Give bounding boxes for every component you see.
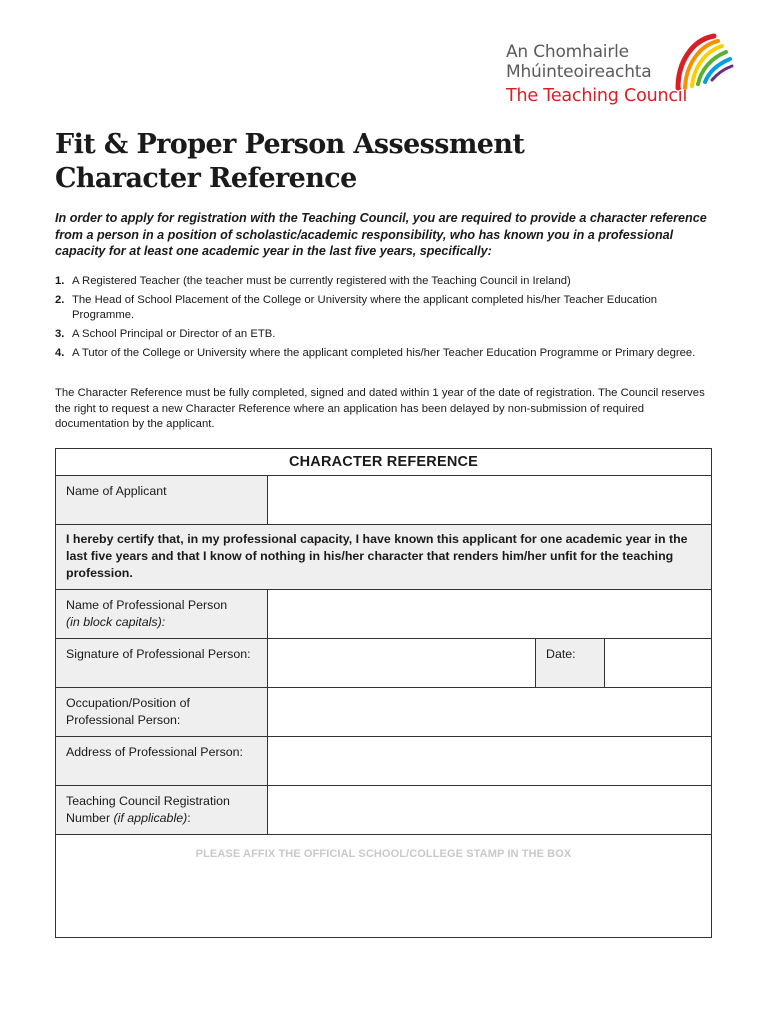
- requirement-number: 1.: [55, 275, 65, 287]
- requirement-item: [55, 274, 715, 289]
- stamp-instruction: PLEASE AFFIX THE OFFICIAL SCHOOL/COLLEGE STAMP IN THE BOX: [195, 848, 572, 860]
- signature-field[interactable]: [268, 639, 536, 687]
- professional-name-row: [56, 590, 711, 639]
- date-label: Date:: [536, 639, 605, 687]
- title-line-1: Fit & Proper Person Assessment: [55, 129, 525, 160]
- requirement-text: The Head of School Placement of the College or University where the applicant completed his/her Teacher Education Programme.: [72, 294, 658, 321]
- form-heading: CHARACTER REFERENCE: [288, 454, 479, 470]
- requirement-number: 3.: [55, 328, 65, 340]
- page-title: [55, 128, 524, 196]
- requirement-item: [55, 327, 715, 342]
- applicant-name-field[interactable]: [268, 476, 711, 524]
- certification-statement: I hereby certify that, in my professional capacity, I have known this applicant for one academic year in the last five years and that I know of nothing in his/her character that renders him/her unfit for the teaching profession.: [56, 525, 711, 589]
- block-capitals-hint: (in block capitals):: [66, 614, 166, 629]
- teaching-council-logo: [506, 40, 746, 112]
- date-field[interactable]: [605, 639, 711, 687]
- address-field[interactable]: [268, 737, 711, 785]
- registration-number-field[interactable]: [268, 786, 711, 834]
- occupation-label: Occupation/Position of Professional Person:: [56, 688, 268, 736]
- logo-irish-line-2: Mhúinteoireachta: [506, 62, 652, 82]
- registration-label-text: Teaching Council Registration Number: [66, 794, 230, 825]
- signature-row: [56, 639, 711, 688]
- completion-note: The Character Reference must be fully completed, signed and dated within 1 year of the date of registration. The Council reserves the right to request a new Character Reference where an application has been delayed by non-submission of required documentation by the applicant.: [55, 387, 705, 431]
- rainbow-swoosh-icon: [674, 32, 736, 92]
- applicant-row: [56, 476, 711, 525]
- requirement-number: 4.: [55, 347, 65, 359]
- requirement-text: A Registered Teacher (the teacher must be currently registered with the Teaching Council in Ireland): [72, 275, 571, 287]
- logo-irish-line-1: An Chomhairle: [506, 42, 629, 62]
- stamp-box[interactable]: [56, 835, 711, 937]
- referee-requirements-list: [55, 274, 715, 365]
- character-reference-form: [55, 448, 712, 938]
- registration-number-label: [56, 786, 268, 834]
- professional-name-label-text: Name of Professional Person: [66, 598, 228, 612]
- intro-paragraph: In order to apply for registration with the Teaching Council, you are required to provide a character reference from a person in a position of scholastic/academic responsibility, who has known you in a professional capacity for at least one academic year in the last five years, specifically:: [55, 211, 707, 258]
- certification-row: [56, 525, 711, 590]
- form-heading-row: [56, 449, 711, 476]
- signature-label: Signature of Professional Person:: [56, 639, 268, 687]
- professional-name-label: [56, 590, 268, 638]
- requirement-text: A School Principal or Director of an ETB.: [72, 328, 276, 340]
- address-row: [56, 737, 711, 786]
- registration-row: [56, 786, 711, 835]
- requirement-item: [55, 293, 715, 323]
- requirement-number: 2.: [55, 294, 65, 306]
- applicant-name-label: Name of Applicant: [56, 476, 268, 524]
- professional-name-field[interactable]: [268, 590, 711, 638]
- occupation-field[interactable]: [268, 688, 711, 736]
- registration-label-colon: :: [187, 810, 191, 825]
- title-line-2: Character Reference: [55, 163, 357, 194]
- address-label: Address of Professional Person:: [56, 737, 268, 785]
- if-applicable-hint: (if applicable): [113, 810, 188, 825]
- requirement-item: [55, 346, 715, 361]
- requirement-text: A Tutor of the College or University where the applicant completed his/her Teacher Education Programme or Primary degree.: [72, 347, 696, 359]
- logo-english-name: The Teaching Council: [506, 86, 688, 106]
- occupation-row: [56, 688, 711, 737]
